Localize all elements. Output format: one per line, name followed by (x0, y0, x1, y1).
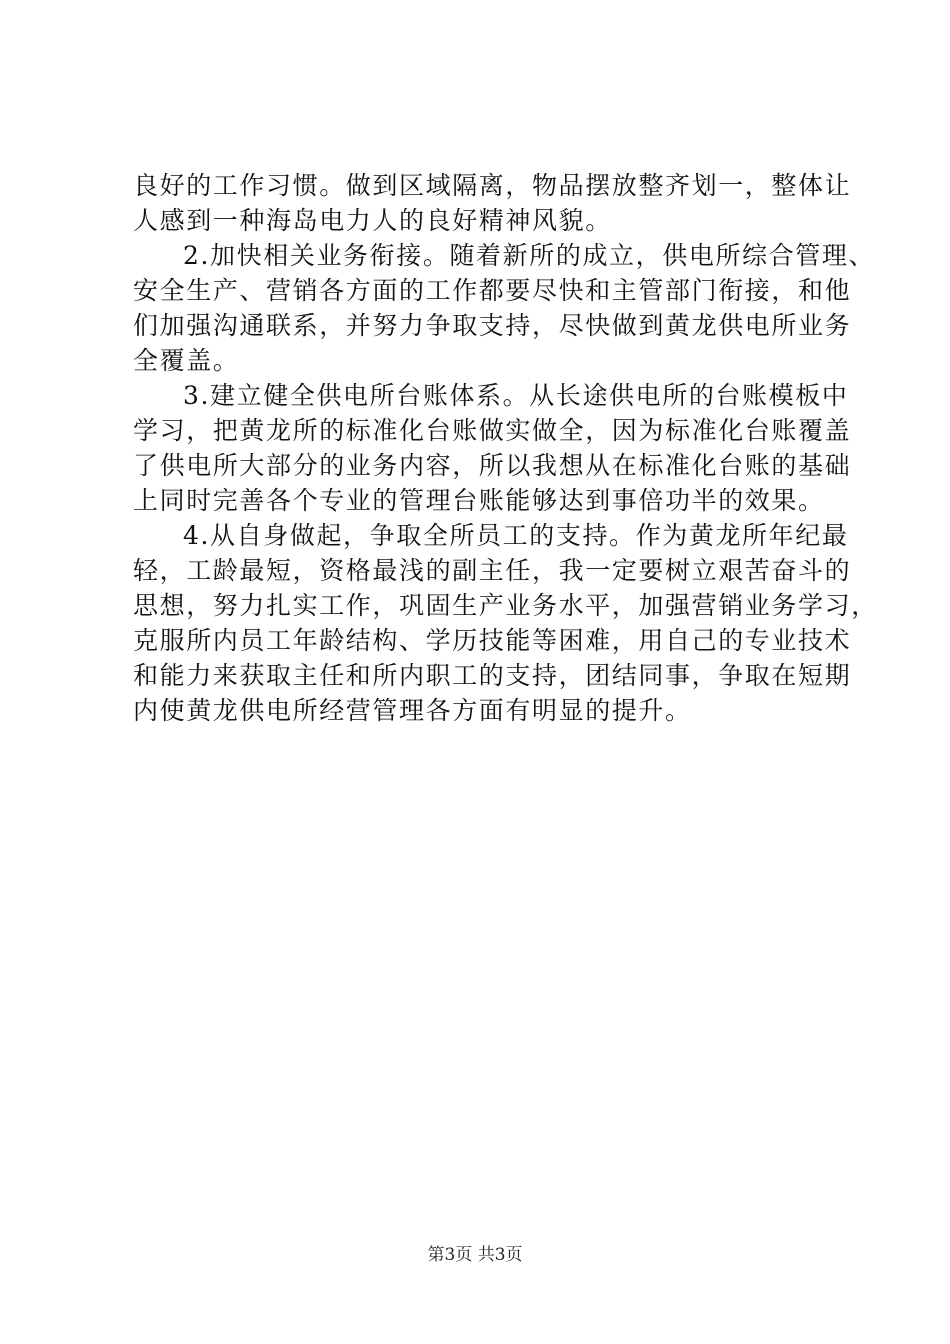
paragraph-first-line: 4.从自身做起，争取全所员工的支持。作为黄龙所年纪最 (183, 521, 849, 550)
text-line: 轻，工龄最短，资格最浅的副主任，我一定要树立艰苦奋斗的 (133, 556, 852, 585)
page-footer: 第3页 共3页 (427, 1245, 523, 1265)
paragraph-first-line: 3.建立健全供电所台账体系。从长途供电所的台账模板中 (183, 381, 849, 410)
text-line: 安全生产、营销各方面的工作都要尽快和主管部门衔接，和他 (133, 276, 852, 305)
text-line: 思想，努力扎实工作，巩固生产业务水平，加强营销业务学习， (133, 591, 878, 620)
text-line: 了供电所大部分的业务内容，所以我想从在标准化台账的基础 (133, 451, 852, 480)
text-line: 克服所内员工年龄结构、学历技能等困难，用自己的专业技术 (133, 626, 852, 655)
text-line: 上同时完善各个专业的管理台账能够达到事倍功半的效果。 (133, 486, 825, 515)
text-line: 人感到一种海岛电力人的良好精神风貌。 (133, 206, 612, 235)
text-line: 和能力来获取主任和所内职工的支持，团结同事，争取在短期 (133, 661, 852, 690)
body-text (133, 168, 878, 728)
text-line: 们加强沟通联系，并努力争取支持，尽快做到黄龙供电所业务 (133, 311, 852, 340)
text-line: 学习，把黄龙所的标准化台账做实做全，因为标准化台账覆盖 (133, 416, 852, 445)
paragraph-first-line: 2.加快相关业务衔接。随着新所的成立，供电所综合管理、 (183, 241, 876, 270)
text-line: 良好的工作习惯。做到区域隔离，物品摆放整齐划一，整体让 (133, 171, 852, 200)
text-line: 全覆盖。 (133, 346, 240, 375)
text-line: 内使黄龙供电所经营管理各方面有明显的提升。 (133, 696, 692, 725)
